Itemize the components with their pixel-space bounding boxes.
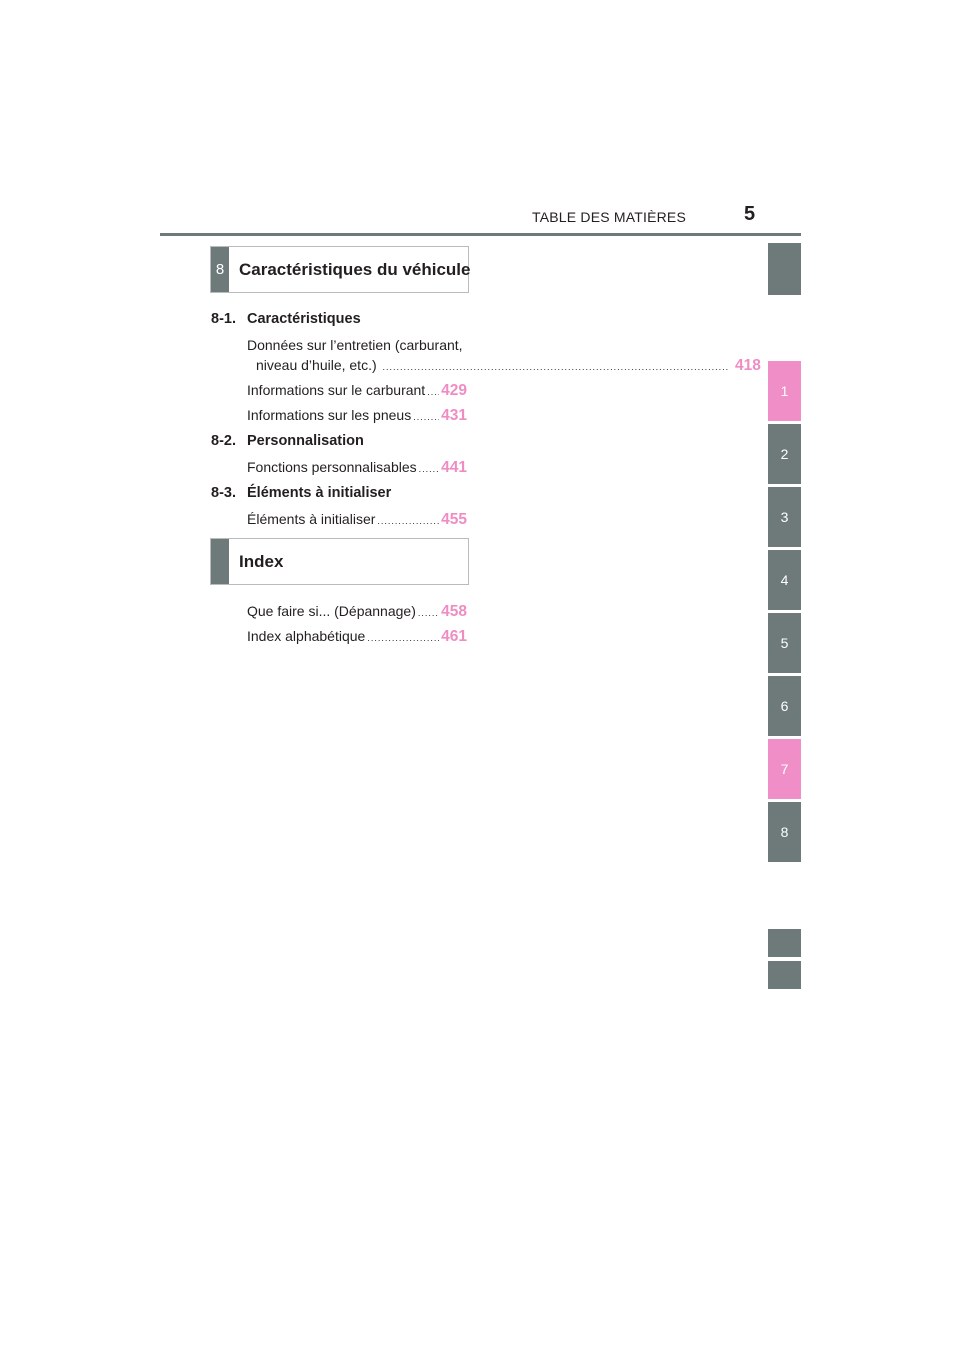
header-page-number: 5 <box>744 203 756 225</box>
section-box-index <box>210 538 469 585</box>
toc-entry-label: niveau d’huile, etc.) <box>256 357 377 373</box>
toc-entry-label: Informations sur le carburant <box>247 382 426 398</box>
side-tab-1[interactable]: 1 <box>768 361 801 421</box>
toc-page-link[interactable]: 461 <box>441 628 467 645</box>
toc-page-link[interactable]: 441 <box>441 459 467 476</box>
side-tab-8[interactable]: 8 <box>768 802 801 862</box>
chapter-number: 8-3. <box>211 485 236 501</box>
chapter-heading <box>211 433 364 449</box>
header-rule <box>160 233 801 236</box>
toc-entry[interactable] <box>247 626 467 648</box>
section-title: Index <box>239 552 284 571</box>
side-tab-troubleshooting[interactable] <box>768 929 801 957</box>
section-box-8 <box>210 246 469 293</box>
toc-leader-dots <box>367 628 439 648</box>
toc-entry[interactable] <box>247 457 467 479</box>
chapter-title: Caractéristiques <box>247 311 361 327</box>
toc-page-link[interactable]: 429 <box>441 382 467 399</box>
side-tab-4[interactable]: 4 <box>768 550 801 610</box>
chapter-title: Personnalisation <box>247 433 364 449</box>
toc-leader-dots <box>377 511 439 531</box>
chapter-number: 8-1. <box>211 311 236 327</box>
toc-page-link[interactable]: 455 <box>441 511 467 528</box>
toc-entry-label: Index alphabétique <box>247 628 366 644</box>
toc-entry[interactable] <box>247 509 467 531</box>
side-tab-3[interactable]: 3 <box>768 487 801 547</box>
toc-entry[interactable] <box>247 405 467 427</box>
chapter-title: Éléments à initialiser <box>247 485 392 501</box>
toc-entry-label: Informations sur les pneus <box>247 407 412 423</box>
toc-entry-label: Éléments à initialiser <box>247 511 376 527</box>
toc-leader-dots <box>419 459 439 479</box>
chapter-heading <box>211 311 361 327</box>
side-tab-6[interactable]: 6 <box>768 676 801 736</box>
side-tab-index[interactable] <box>768 961 801 989</box>
section-title: Caractéristiques du véhicule <box>239 260 471 279</box>
section-tab <box>211 539 229 584</box>
section-tab-number: 8 <box>211 247 229 292</box>
toc-entry[interactable] <box>247 335 761 377</box>
toc-entry-label: Fonctions personnalisables <box>247 459 417 475</box>
chapter-number: 8-2. <box>211 433 236 449</box>
toc-leader-dots <box>418 603 439 623</box>
toc-entry[interactable] <box>247 380 467 402</box>
toc-page-link[interactable]: 418 <box>734 357 761 374</box>
chapter-heading <box>211 485 391 501</box>
side-tab-2[interactable]: 2 <box>768 424 801 484</box>
toc-entry-label: Que faire si... (Dépannage) <box>247 603 416 619</box>
toc-entry[interactable] <box>247 601 467 623</box>
toc-leader-dots <box>427 382 439 402</box>
side-tab-7[interactable]: 7 <box>768 739 801 799</box>
side-tab-contents[interactable] <box>768 243 801 295</box>
header-title: TABLE DES MATIÈRES <box>532 209 687 225</box>
toc-page-link[interactable]: 431 <box>441 407 467 424</box>
toc-entry-line1: Données sur l’entretien (carburant, <box>247 337 463 353</box>
toc-leader-dots <box>413 407 439 427</box>
toc-page-link[interactable]: 458 <box>441 603 467 620</box>
toc-leader-dots <box>383 362 730 372</box>
side-tab-5[interactable]: 5 <box>768 613 801 673</box>
